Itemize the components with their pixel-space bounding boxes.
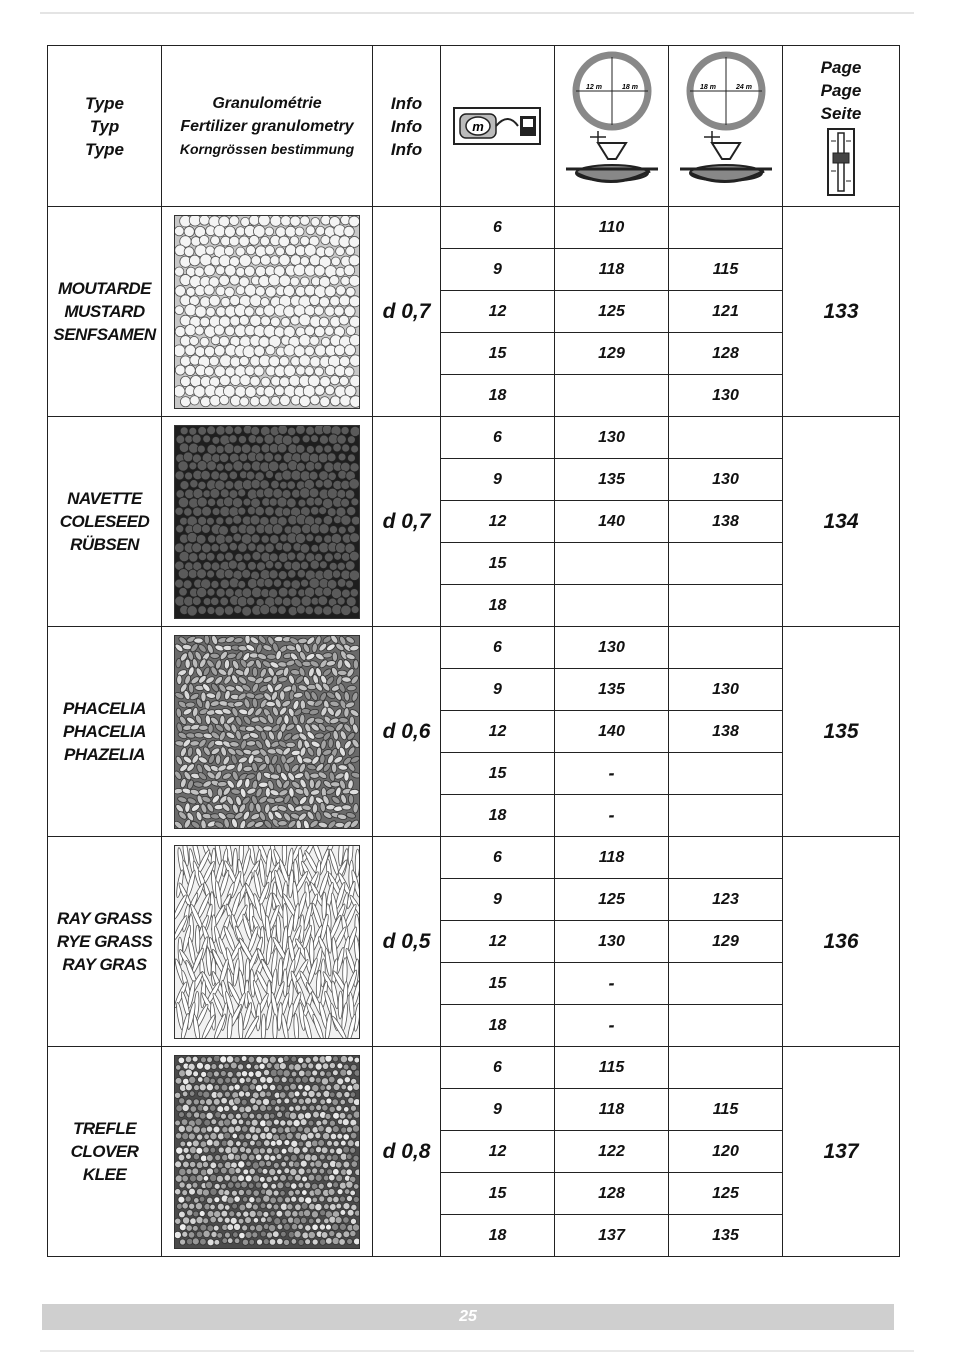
page-reference: 133 <box>783 207 900 417</box>
seed-type-name: TREFLE CLOVER KLEE <box>48 1047 162 1257</box>
working-width-value: 18 <box>441 585 555 627</box>
setting-value-disc-small: 135 <box>555 669 669 711</box>
page-reference: 134 <box>783 417 900 627</box>
setting-value-disc-small: - <box>555 753 669 795</box>
setting-value-disc-large: 135 <box>669 1215 783 1257</box>
working-width-value: 15 <box>441 543 555 585</box>
info-value: d 0,7 <box>373 417 441 627</box>
bottom-rule <box>40 1350 914 1352</box>
setting-value-disc-small: - <box>555 795 669 837</box>
phacelia-seeds-texture <box>174 635 360 829</box>
granulometry-image <box>162 417 373 627</box>
slider-scale-icon <box>826 127 856 197</box>
working-width-value: 6 <box>441 417 555 459</box>
setting-value-disc-small: 118 <box>555 837 669 879</box>
working-width-value: 9 <box>441 459 555 501</box>
setting-value-disc-small: 125 <box>555 291 669 333</box>
setting-value-disc-large <box>669 543 783 585</box>
setting-value-disc-large: 130 <box>669 375 783 417</box>
page-footer <box>42 1304 894 1330</box>
setting-value-disc-large: 123 <box>669 879 783 921</box>
working-width-value: 12 <box>441 501 555 543</box>
setting-value-disc-small: 135 <box>555 459 669 501</box>
setting-value-disc-small: 125 <box>555 879 669 921</box>
table-row <box>48 627 900 669</box>
page-reference: 135 <box>783 627 900 837</box>
setting-value-disc-large <box>669 1005 783 1047</box>
svg-text:18 m: 18 m <box>621 84 638 91</box>
header-type: Type Typ Type <box>48 46 162 207</box>
info-value: d 0,5 <box>373 837 441 1047</box>
setting-value-disc-large: 115 <box>669 1089 783 1131</box>
header-row <box>48 46 900 207</box>
working-width-value: 6 <box>441 207 555 249</box>
working-width-value: 15 <box>441 1173 555 1215</box>
setting-value-disc-small: 128 <box>555 1173 669 1215</box>
setting-value-disc-large: 129 <box>669 921 783 963</box>
setting-value-disc-small: - <box>555 1005 669 1047</box>
setting-value-disc-small: 110 <box>555 207 669 249</box>
clover-seeds-texture <box>174 1055 360 1249</box>
setting-value-disc-small: 130 <box>555 417 669 459</box>
setting-value-disc-small: 140 <box>555 501 669 543</box>
header-working-width <box>441 46 555 207</box>
table-row <box>48 1047 900 1089</box>
table-row <box>48 837 900 879</box>
working-width-icon <box>452 102 544 150</box>
working-width-value: 15 <box>441 963 555 1005</box>
info-value: d 0,8 <box>373 1047 441 1257</box>
page-reference: 136 <box>783 837 900 1047</box>
setting-value-disc-small: 130 <box>555 921 669 963</box>
granulometry-image <box>162 627 373 837</box>
setting-value-disc-large: 120 <box>669 1131 783 1173</box>
setting-value-disc-large: 121 <box>669 291 783 333</box>
working-width-value: 12 <box>441 921 555 963</box>
table-row <box>48 207 900 249</box>
setting-value-disc-large: 125 <box>669 1173 783 1215</box>
table-row <box>48 417 900 459</box>
svg-text:18 m: 18 m <box>699 84 716 91</box>
setting-value-disc-large: 130 <box>669 669 783 711</box>
info-value: d 0,7 <box>373 207 441 417</box>
setting-value-disc-small: 129 <box>555 333 669 375</box>
setting-value-disc-large <box>669 417 783 459</box>
working-width-value: 6 <box>441 837 555 879</box>
working-width-value: 9 <box>441 669 555 711</box>
working-width-value: 9 <box>441 1089 555 1131</box>
seed-type-name: MOUTARDE MUSTARD SENFSAMEN <box>48 207 162 417</box>
working-width-value: 18 <box>441 375 555 417</box>
setting-value-disc-large <box>669 627 783 669</box>
granulometry-image <box>162 1047 373 1257</box>
setting-value-disc-small: 130 <box>555 627 669 669</box>
setting-value-disc-small: 122 <box>555 1131 669 1173</box>
header-info: Info Info Info <box>373 46 441 207</box>
setting-value-disc-large: 138 <box>669 501 783 543</box>
header-disc-large <box>669 46 783 207</box>
setting-value-disc-large <box>669 207 783 249</box>
header-page: Page Page Seite <box>783 46 900 207</box>
working-width-value: 18 <box>441 1005 555 1047</box>
working-width-value: 6 <box>441 1047 555 1089</box>
mustard-seeds-texture <box>174 215 360 409</box>
ryegrass-seeds-texture <box>174 845 360 1039</box>
top-rule <box>40 12 914 14</box>
setting-value-disc-large: 128 <box>669 333 783 375</box>
setting-value-disc-small: 118 <box>555 1089 669 1131</box>
setting-value-disc-large: 115 <box>669 249 783 291</box>
working-width-value: 9 <box>441 249 555 291</box>
svg-text:m: m <box>471 119 484 134</box>
setting-value-disc-small <box>555 375 669 417</box>
working-width-value: 18 <box>441 1215 555 1257</box>
setting-value-disc-large <box>669 837 783 879</box>
working-width-value: 15 <box>441 753 555 795</box>
setting-value-disc-large <box>669 753 783 795</box>
working-width-value: 12 <box>441 1131 555 1173</box>
setting-value-disc-large <box>669 795 783 837</box>
setting-value-disc-small: 115 <box>555 1047 669 1089</box>
seed-type-name: NAVETTE COLESEED RÜBSEN <box>48 417 162 627</box>
svg-text:12 m: 12 m <box>585 84 602 91</box>
working-width-value: 18 <box>441 795 555 837</box>
setting-value-disc-small: 140 <box>555 711 669 753</box>
spreader-disc-icon <box>676 51 776 201</box>
setting-value-disc-large: 130 <box>669 459 783 501</box>
info-value: d 0,6 <box>373 627 441 837</box>
setting-value-disc-small: 118 <box>555 249 669 291</box>
coleseed-seeds-texture <box>174 425 360 619</box>
seed-settings-table <box>47 45 900 1257</box>
header-granulometry: Granulométrie Fertilizer granulometry Korngrössen bestimmung <box>162 46 373 207</box>
page-number: 25 <box>459 1308 477 1325</box>
granulometry-image <box>162 207 373 417</box>
setting-value-disc-large: 138 <box>669 711 783 753</box>
working-width-value: 12 <box>441 291 555 333</box>
spreader-disc-icon <box>562 51 662 201</box>
svg-text:24 m: 24 m <box>735 84 752 91</box>
setting-value-disc-small <box>555 585 669 627</box>
setting-value-disc-small: - <box>555 963 669 1005</box>
setting-value-disc-small <box>555 543 669 585</box>
working-width-value: 6 <box>441 627 555 669</box>
setting-value-disc-large <box>669 963 783 1005</box>
setting-value-disc-small: 137 <box>555 1215 669 1257</box>
setting-value-disc-large <box>669 1047 783 1089</box>
setting-value-disc-large <box>669 585 783 627</box>
seed-type-name: PHACELIA PHACELIA PHAZELIA <box>48 627 162 837</box>
page-reference: 137 <box>783 1047 900 1257</box>
working-width-value: 9 <box>441 879 555 921</box>
header-disc-small <box>555 46 669 207</box>
seed-type-name: RAY GRASS RYE GRASS RAY GRAS <box>48 837 162 1047</box>
working-width-value: 15 <box>441 333 555 375</box>
granulometry-image <box>162 837 373 1047</box>
working-width-value: 12 <box>441 711 555 753</box>
